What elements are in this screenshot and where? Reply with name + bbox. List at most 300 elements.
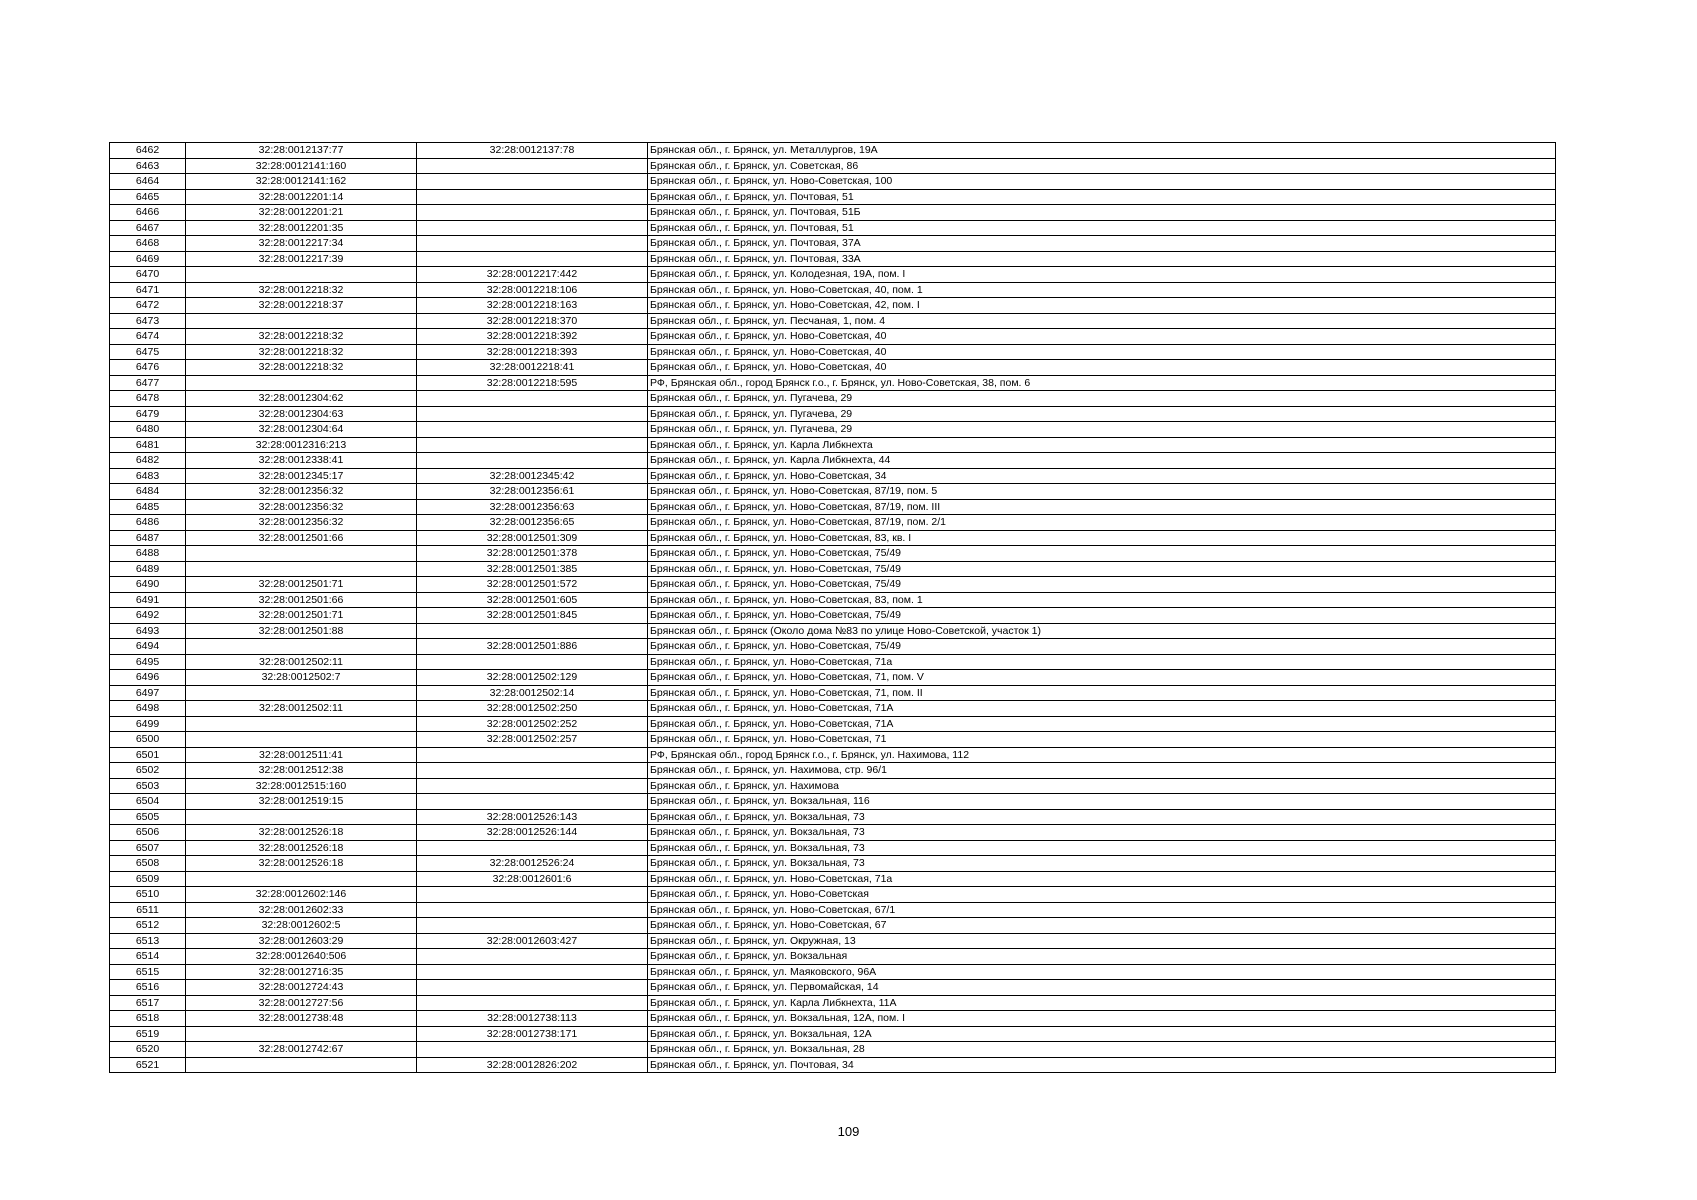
table-row <box>110 546 1556 562</box>
table-row <box>110 189 1556 205</box>
registry-table <box>109 142 1556 1073</box>
row-number-cell: 6481 <box>110 437 186 453</box>
table-row <box>110 282 1556 298</box>
table-row <box>110 561 1556 577</box>
address-cell: Брянская обл., г. Брянск, ул. Ново-Советская, 71 <box>648 732 1556 748</box>
address-cell: Брянская обл., г. Брянск, ул. Маяковского, 96А <box>648 964 1556 980</box>
table-row <box>110 592 1556 608</box>
row-number-cell: 6486 <box>110 515 186 531</box>
address-cell: Брянская обл., г. Брянск, ул. Колодезная, 19А, пом. I <box>648 267 1556 283</box>
address-cell: Брянская обл., г. Брянск, ул. Карла Либкнехта, 11А <box>648 995 1556 1011</box>
table-row <box>110 639 1556 655</box>
table-row <box>110 794 1556 810</box>
cadastral-number-cell: 32:28:0012724:43 <box>186 980 417 996</box>
address-cell: Брянская обл., г. Брянск, ул. Нахимова, стр. 96/1 <box>648 763 1556 779</box>
related-cadastral-number-cell: 32:28:0012356:63 <box>417 499 648 515</box>
address-cell: Брянская обл., г. Брянск, ул. Вокзальная, 116 <box>648 794 1556 810</box>
table-row <box>110 313 1556 329</box>
table-row <box>110 391 1556 407</box>
cadastral-number-cell: 32:28:0012304:62 <box>186 391 417 407</box>
related-cadastral-number-cell <box>417 887 648 903</box>
related-cadastral-number-cell: 32:28:0012356:65 <box>417 515 648 531</box>
related-cadastral-number-cell: 32:28:0012502:252 <box>417 716 648 732</box>
row-number-cell: 6483 <box>110 468 186 484</box>
row-number-cell: 6492 <box>110 608 186 624</box>
row-number-cell: 6470 <box>110 267 186 283</box>
related-cadastral-number-cell: 32:28:0012356:61 <box>417 484 648 500</box>
cadastral-number-cell <box>186 1026 417 1042</box>
cadastral-number-cell: 32:28:0012502:11 <box>186 654 417 670</box>
related-cadastral-number-cell: 32:28:0012738:171 <box>417 1026 648 1042</box>
address-cell: Брянская обл., г. Брянск, ул. Вокзальная, 73 <box>648 825 1556 841</box>
related-cadastral-number-cell <box>417 918 648 934</box>
address-cell: Брянская обл., г. Брянск, ул. Почтовая, 33А <box>648 251 1556 267</box>
address-cell: Брянская обл., г. Брянск, ул. Ново-Советская, 75/49 <box>648 639 1556 655</box>
cadastral-number-cell: 32:28:0012141:162 <box>186 174 417 190</box>
table-row <box>110 933 1556 949</box>
row-number-cell: 6496 <box>110 670 186 686</box>
related-cadastral-number-cell <box>417 251 648 267</box>
table-row <box>110 763 1556 779</box>
table-row <box>110 205 1556 221</box>
cadastral-number-cell <box>186 685 417 701</box>
related-cadastral-number-cell <box>417 623 648 639</box>
cadastral-number-cell: 32:28:0012640:506 <box>186 949 417 965</box>
row-number-cell: 6469 <box>110 251 186 267</box>
cadastral-number-cell <box>186 1057 417 1073</box>
cadastral-number-cell <box>186 716 417 732</box>
cadastral-number-cell: 32:28:0012727:56 <box>186 995 417 1011</box>
address-cell: Брянская обл., г. Брянск, ул. Ново-Советская, 71а <box>648 871 1556 887</box>
cadastral-number-cell: 32:28:0012501:66 <box>186 530 417 546</box>
cadastral-number-cell: 32:28:0012501:71 <box>186 577 417 593</box>
cadastral-number-cell <box>186 267 417 283</box>
related-cadastral-number-cell <box>417 949 648 965</box>
row-number-cell: 6462 <box>110 143 186 159</box>
address-cell: Брянская обл., г. Брянск, ул. Ново-Советская, 87/19, пом. 5 <box>648 484 1556 500</box>
cadastral-number-cell <box>186 546 417 562</box>
related-cadastral-number-cell: 32:28:0012218:41 <box>417 360 648 376</box>
table-row <box>110 375 1556 391</box>
table-row <box>110 298 1556 314</box>
table-row <box>110 577 1556 593</box>
cadastral-number-cell: 32:28:0012137:77 <box>186 143 417 159</box>
registry-table-body <box>110 143 1556 1073</box>
related-cadastral-number-cell <box>417 840 648 856</box>
table-row <box>110 143 1556 159</box>
cadastral-number-cell <box>186 561 417 577</box>
table-row <box>110 344 1556 360</box>
row-number-cell: 6489 <box>110 561 186 577</box>
address-cell: Брянская обл., г. Брянск, ул. Песчаная, 1, пом. 4 <box>648 313 1556 329</box>
related-cadastral-number-cell <box>417 980 648 996</box>
row-number-cell: 6476 <box>110 360 186 376</box>
row-number-cell: 6508 <box>110 856 186 872</box>
table-row <box>110 251 1556 267</box>
row-number-cell: 6505 <box>110 809 186 825</box>
row-number-cell: 6514 <box>110 949 186 965</box>
address-cell: Брянская обл., г. Брянск, ул. Вокзальная, 73 <box>648 840 1556 856</box>
table-row <box>110 778 1556 794</box>
address-cell: Брянская обл., г. Брянск, ул. Ново-Советская <box>648 887 1556 903</box>
related-cadastral-number-cell <box>417 422 648 438</box>
related-cadastral-number-cell <box>417 995 648 1011</box>
address-cell: Брянская обл., г. Брянск, ул. Ново-Советская, 71, пом. V <box>648 670 1556 686</box>
table-row <box>110 220 1556 236</box>
related-cadastral-number-cell <box>417 1042 648 1058</box>
address-cell: Брянская обл., г. Брянск, ул. Почтовая, 51Б <box>648 205 1556 221</box>
cadastral-number-cell: 32:28:0012526:18 <box>186 825 417 841</box>
related-cadastral-number-cell: 32:28:0012502:250 <box>417 701 648 717</box>
table-row <box>110 468 1556 484</box>
related-cadastral-number-cell: 32:28:0012501:309 <box>417 530 648 546</box>
table-row <box>110 499 1556 515</box>
address-cell: Брянская обл., г. Брянск, ул. Вокзальная <box>648 949 1556 965</box>
address-cell: Брянская обл., г. Брянск, ул. Первомайская, 14 <box>648 980 1556 996</box>
row-number-cell: 6493 <box>110 623 186 639</box>
table-row <box>110 422 1556 438</box>
table-row <box>110 949 1556 965</box>
address-cell: Брянская обл., г. Брянск, ул. Ново-Советская, 75/49 <box>648 608 1556 624</box>
row-number-cell: 6521 <box>110 1057 186 1073</box>
table-row <box>110 267 1556 283</box>
row-number-cell: 6487 <box>110 530 186 546</box>
cadastral-number-cell: 32:28:0012356:32 <box>186 484 417 500</box>
related-cadastral-number-cell: 32:28:0012218:595 <box>417 375 648 391</box>
page-number: 109 <box>837 1124 860 1139</box>
table-row <box>110 453 1556 469</box>
row-number-cell: 6517 <box>110 995 186 1011</box>
row-number-cell: 6495 <box>110 654 186 670</box>
related-cadastral-number-cell <box>417 437 648 453</box>
table-row <box>110 484 1556 500</box>
address-cell: Брянская обл., г. Брянск, ул. Почтовая, 37А <box>648 236 1556 252</box>
related-cadastral-number-cell <box>417 158 648 174</box>
cadastral-number-cell: 32:28:0012742:67 <box>186 1042 417 1058</box>
cadastral-number-cell: 32:28:0012512:38 <box>186 763 417 779</box>
cadastral-number-cell: 32:28:0012602:146 <box>186 887 417 903</box>
cadastral-number-cell: 32:28:0012201:14 <box>186 189 417 205</box>
related-cadastral-number-cell <box>417 205 648 221</box>
row-number-cell: 6507 <box>110 840 186 856</box>
table-row <box>110 158 1556 174</box>
table-row <box>110 654 1556 670</box>
address-cell: Брянская обл., г. Брянск, ул. Пугачева, 29 <box>648 406 1556 422</box>
cadastral-number-cell: 32:28:0012218:32 <box>186 360 417 376</box>
related-cadastral-number-cell: 32:28:0012601:6 <box>417 871 648 887</box>
row-number-cell: 6518 <box>110 1011 186 1027</box>
cadastral-number-cell: 32:28:0012511:41 <box>186 747 417 763</box>
row-number-cell: 6506 <box>110 825 186 841</box>
address-cell: Брянская обл., г. Брянск, ул. Ново-Советская, 71, пом. II <box>648 685 1556 701</box>
table-row <box>110 964 1556 980</box>
related-cadastral-number-cell <box>417 189 648 205</box>
table-row <box>110 437 1556 453</box>
related-cadastral-number-cell <box>417 220 648 236</box>
related-cadastral-number-cell <box>417 391 648 407</box>
related-cadastral-number-cell: 32:28:0012502:14 <box>417 685 648 701</box>
row-number-cell: 6499 <box>110 716 186 732</box>
address-cell: Брянская обл., г. Брянск, ул. Почтовая, 51 <box>648 220 1556 236</box>
table-row <box>110 623 1556 639</box>
row-number-cell: 6475 <box>110 344 186 360</box>
cadastral-number-cell: 32:28:0012304:64 <box>186 422 417 438</box>
related-cadastral-number-cell: 32:28:0012501:605 <box>417 592 648 608</box>
row-number-cell: 6502 <box>110 763 186 779</box>
cadastral-number-cell: 32:28:0012603:29 <box>186 933 417 949</box>
address-cell: Брянская обл., г. Брянск, ул. Вокзальная, 12А, пом. I <box>648 1011 1556 1027</box>
related-cadastral-number-cell <box>417 747 648 763</box>
address-cell: РФ, Брянская обл., город Брянск г.о., г. Брянск, ул. Ново-Советская, 38, пом. 6 <box>648 375 1556 391</box>
related-cadastral-number-cell: 32:28:0012218:393 <box>417 344 648 360</box>
related-cadastral-number-cell: 32:28:0012218:106 <box>417 282 648 298</box>
row-number-cell: 6501 <box>110 747 186 763</box>
related-cadastral-number-cell <box>417 778 648 794</box>
address-cell: Брянская обл., г. Брянск, ул. Ново-Советская, 67 <box>648 918 1556 934</box>
row-number-cell: 6480 <box>110 422 186 438</box>
cadastral-number-cell: 32:28:0012716:35 <box>186 964 417 980</box>
related-cadastral-number-cell: 32:28:0012501:886 <box>417 639 648 655</box>
related-cadastral-number-cell: 32:28:0012218:370 <box>417 313 648 329</box>
cadastral-number-cell: 32:28:0012515:160 <box>186 778 417 794</box>
cadastral-number-cell: 32:28:0012502:7 <box>186 670 417 686</box>
address-cell: Брянская обл., г. Брянск, ул. Ново-Советская, 40 <box>648 344 1556 360</box>
row-number-cell: 6473 <box>110 313 186 329</box>
address-cell: Брянская обл., г. Брянск, ул. Почтовая, 51 <box>648 189 1556 205</box>
related-cadastral-number-cell <box>417 654 648 670</box>
related-cadastral-number-cell: 32:28:0012501:845 <box>417 608 648 624</box>
table-row <box>110 670 1556 686</box>
cadastral-number-cell: 32:28:0012501:88 <box>186 623 417 639</box>
address-cell: Брянская обл., г. Брянск, ул. Ново-Советская, 71А <box>648 716 1556 732</box>
row-number-cell: 6519 <box>110 1026 186 1042</box>
address-cell: Брянская обл., г. Брянск, ул. Почтовая, 34 <box>648 1057 1556 1073</box>
row-number-cell: 6491 <box>110 592 186 608</box>
related-cadastral-number-cell: 32:28:0012137:78 <box>417 143 648 159</box>
cadastral-number-cell: 32:28:0012304:63 <box>186 406 417 422</box>
related-cadastral-number-cell <box>417 794 648 810</box>
address-cell: Брянская обл., г. Брянск, ул. Ново-Советская, 83, пом. 1 <box>648 592 1556 608</box>
cadastral-number-cell <box>186 732 417 748</box>
table-row <box>110 747 1556 763</box>
row-number-cell: 6467 <box>110 220 186 236</box>
related-cadastral-number-cell: 32:28:0012501:378 <box>417 546 648 562</box>
cadastral-number-cell: 32:28:0012217:34 <box>186 236 417 252</box>
row-number-cell: 6504 <box>110 794 186 810</box>
address-cell: Брянская обл., г. Брянск, ул. Вокзальная, 73 <box>648 856 1556 872</box>
cadastral-number-cell: 32:28:0012201:21 <box>186 205 417 221</box>
row-number-cell: 6500 <box>110 732 186 748</box>
address-cell: Брянская обл., г. Брянск, ул. Ново-Советская, 67/1 <box>648 902 1556 918</box>
related-cadastral-number-cell: 32:28:0012738:113 <box>417 1011 648 1027</box>
address-cell: Брянская обл., г. Брянск, ул. Вокзальная, 12А <box>648 1026 1556 1042</box>
address-cell: Брянская обл., г. Брянск, ул. Ново-Советская, 100 <box>648 174 1556 190</box>
row-number-cell: 6509 <box>110 871 186 887</box>
table-row <box>110 530 1556 546</box>
table-row <box>110 716 1556 732</box>
row-number-cell: 6477 <box>110 375 186 391</box>
address-cell: Брянская обл., г. Брянск, ул. Ново-Советская, 42, пом. I <box>648 298 1556 314</box>
address-cell: Брянская обл., г. Брянск, ул. Ново-Советская, 87/19, пом. III <box>648 499 1556 515</box>
cadastral-number-cell: 32:28:0012218:32 <box>186 282 417 298</box>
address-cell: Брянская обл., г. Брянск, ул. Металлургов, 19А <box>648 143 1556 159</box>
table-row <box>110 515 1556 531</box>
cadastral-number-cell: 32:28:0012738:48 <box>186 1011 417 1027</box>
cadastral-number-cell: 32:28:0012218:32 <box>186 344 417 360</box>
cadastral-number-cell: 32:28:0012526:18 <box>186 856 417 872</box>
table-row <box>110 406 1556 422</box>
related-cadastral-number-cell <box>417 236 648 252</box>
cadastral-number-cell: 32:28:0012338:41 <box>186 453 417 469</box>
address-cell: Брянская обл., г. Брянск, ул. Карла Либкнехта <box>648 437 1556 453</box>
table-row <box>110 871 1556 887</box>
address-cell: Брянская обл., г. Брянск, ул. Нахимова <box>648 778 1556 794</box>
address-cell: Брянская обл., г. Брянск, ул. Вокзальная, 28 <box>648 1042 1556 1058</box>
address-cell: Брянская обл., г. Брянск, ул. Ново-Советская, 83, кв. I <box>648 530 1556 546</box>
table-row <box>110 1011 1556 1027</box>
related-cadastral-number-cell: 32:28:0012526:24 <box>417 856 648 872</box>
table-row <box>110 732 1556 748</box>
table-row <box>110 809 1556 825</box>
address-cell: Брянская обл., г. Брянск, ул. Ново-Советская, 75/49 <box>648 577 1556 593</box>
cadastral-number-cell: 32:28:0012526:18 <box>186 840 417 856</box>
table-row <box>110 608 1556 624</box>
cadastral-number-cell: 32:28:0012356:32 <box>186 515 417 531</box>
address-cell: Брянская обл., г. Брянск, ул. Ново-Советская, 40 <box>648 360 1556 376</box>
cadastral-number-cell: 32:28:0012316:213 <box>186 437 417 453</box>
row-number-cell: 6494 <box>110 639 186 655</box>
cadastral-number-cell: 32:28:0012141:160 <box>186 158 417 174</box>
related-cadastral-number-cell: 32:28:0012501:572 <box>417 577 648 593</box>
table-row <box>110 1026 1556 1042</box>
row-number-cell: 6511 <box>110 902 186 918</box>
address-cell: Брянская обл., г. Брянск, ул. Ново-Советская, 40 <box>648 329 1556 345</box>
related-cadastral-number-cell <box>417 902 648 918</box>
row-number-cell: 6471 <box>110 282 186 298</box>
row-number-cell: 6515 <box>110 964 186 980</box>
cadastral-number-cell: 32:28:0012519:15 <box>186 794 417 810</box>
row-number-cell: 6482 <box>110 453 186 469</box>
cadastral-number-cell: 32:28:0012501:71 <box>186 608 417 624</box>
table-row <box>110 887 1556 903</box>
table-row <box>110 360 1556 376</box>
address-cell: РФ, Брянская обл., город Брянск г.о., г. Брянск, ул. Нахимова, 112 <box>648 747 1556 763</box>
cadastral-number-cell: 32:28:0012201:35 <box>186 220 417 236</box>
row-number-cell: 6479 <box>110 406 186 422</box>
related-cadastral-number-cell <box>417 763 648 779</box>
row-number-cell: 6474 <box>110 329 186 345</box>
cadastral-number-cell: 32:28:0012218:37 <box>186 298 417 314</box>
cadastral-number-cell: 32:28:0012602:33 <box>186 902 417 918</box>
cadastral-number-cell <box>186 809 417 825</box>
related-cadastral-number-cell: 32:28:0012502:257 <box>417 732 648 748</box>
row-number-cell: 6510 <box>110 887 186 903</box>
address-cell: Брянская обл., г. Брянск, ул. Ново-Советская, 34 <box>648 468 1556 484</box>
row-number-cell: 6466 <box>110 205 186 221</box>
related-cadastral-number-cell: 32:28:0012218:163 <box>417 298 648 314</box>
row-number-cell: 6468 <box>110 236 186 252</box>
row-number-cell: 6497 <box>110 685 186 701</box>
address-cell: Брянская обл., г. Брянск, ул. Ново-Советская, 75/49 <box>648 546 1556 562</box>
related-cadastral-number-cell: 32:28:0012345:42 <box>417 468 648 484</box>
table-row <box>110 902 1556 918</box>
row-number-cell: 6485 <box>110 499 186 515</box>
cadastral-number-cell <box>186 639 417 655</box>
address-cell: Брянская обл., г. Брянск, ул. Ново-Советская, 87/19, пом. 2/1 <box>648 515 1556 531</box>
cadastral-number-cell <box>186 313 417 329</box>
row-number-cell: 6488 <box>110 546 186 562</box>
cadastral-number-cell: 32:28:0012502:11 <box>186 701 417 717</box>
cadastral-number-cell: 32:28:0012356:32 <box>186 499 417 515</box>
address-cell: Брянская обл., г. Брянск, ул. Окружная, 13 <box>648 933 1556 949</box>
related-cadastral-number-cell: 32:28:0012526:143 <box>417 809 648 825</box>
table-row <box>110 980 1556 996</box>
row-number-cell: 6465 <box>110 189 186 205</box>
related-cadastral-number-cell: 32:28:0012218:392 <box>417 329 648 345</box>
related-cadastral-number-cell: 32:28:0012502:129 <box>417 670 648 686</box>
table-row <box>110 685 1556 701</box>
address-cell: Брянская обл., г. Брянск, ул. Ново-Советская, 71а <box>648 654 1556 670</box>
row-number-cell: 6498 <box>110 701 186 717</box>
row-number-cell: 6513 <box>110 933 186 949</box>
table-row <box>110 701 1556 717</box>
related-cadastral-number-cell: 32:28:0012217:442 <box>417 267 648 283</box>
related-cadastral-number-cell <box>417 964 648 980</box>
table-row <box>110 856 1556 872</box>
address-cell: Брянская обл., г. Брянск, ул. Ново-Советская, 40, пом. 1 <box>648 282 1556 298</box>
row-number-cell: 6478 <box>110 391 186 407</box>
cadastral-number-cell: 32:28:0012602:5 <box>186 918 417 934</box>
address-cell: Брянская обл., г. Брянск, ул. Вокзальная, 73 <box>648 809 1556 825</box>
table-row <box>110 236 1556 252</box>
cadastral-number-cell <box>186 375 417 391</box>
related-cadastral-number-cell <box>417 406 648 422</box>
row-number-cell: 6512 <box>110 918 186 934</box>
address-cell: Брянская обл., г. Брянск, ул. Советская, 86 <box>648 158 1556 174</box>
cadastral-number-cell: 32:28:0012218:32 <box>186 329 417 345</box>
table-row <box>110 995 1556 1011</box>
address-cell: Брянская обл., г. Брянск, ул. Ново-Советская, 71А <box>648 701 1556 717</box>
related-cadastral-number-cell <box>417 174 648 190</box>
table-row <box>110 918 1556 934</box>
address-cell: Брянская обл., г. Брянск, ул. Ново-Советская, 75/49 <box>648 561 1556 577</box>
row-number-cell: 6516 <box>110 980 186 996</box>
table-row <box>110 329 1556 345</box>
related-cadastral-number-cell: 32:28:0012526:144 <box>417 825 648 841</box>
cadastral-number-cell: 32:28:0012345:17 <box>186 468 417 484</box>
related-cadastral-number-cell: 32:28:0012603:427 <box>417 933 648 949</box>
related-cadastral-number-cell: 32:28:0012826:202 <box>417 1057 648 1073</box>
row-number-cell: 6503 <box>110 778 186 794</box>
cadastral-number-cell: 32:28:0012217:39 <box>186 251 417 267</box>
address-cell: Брянская обл., г. Брянск, ул. Пугачева, 29 <box>648 391 1556 407</box>
address-cell: Брянская обл., г. Брянск, ул. Карла Либкнехта, 44 <box>648 453 1556 469</box>
related-cadastral-number-cell: 32:28:0012501:385 <box>417 561 648 577</box>
table-row <box>110 174 1556 190</box>
table-row <box>110 825 1556 841</box>
row-number-cell: 6464 <box>110 174 186 190</box>
cadastral-number-cell: 32:28:0012501:66 <box>186 592 417 608</box>
address-cell: Брянская обл., г. Брянск (Около дома №83 по улице Ново-Советской, участок 1) <box>648 623 1556 639</box>
row-number-cell: 6472 <box>110 298 186 314</box>
row-number-cell: 6490 <box>110 577 186 593</box>
table-row <box>110 840 1556 856</box>
row-number-cell: 6463 <box>110 158 186 174</box>
table-row <box>110 1057 1556 1073</box>
row-number-cell: 6520 <box>110 1042 186 1058</box>
row-number-cell: 6484 <box>110 484 186 500</box>
cadastral-number-cell <box>186 871 417 887</box>
